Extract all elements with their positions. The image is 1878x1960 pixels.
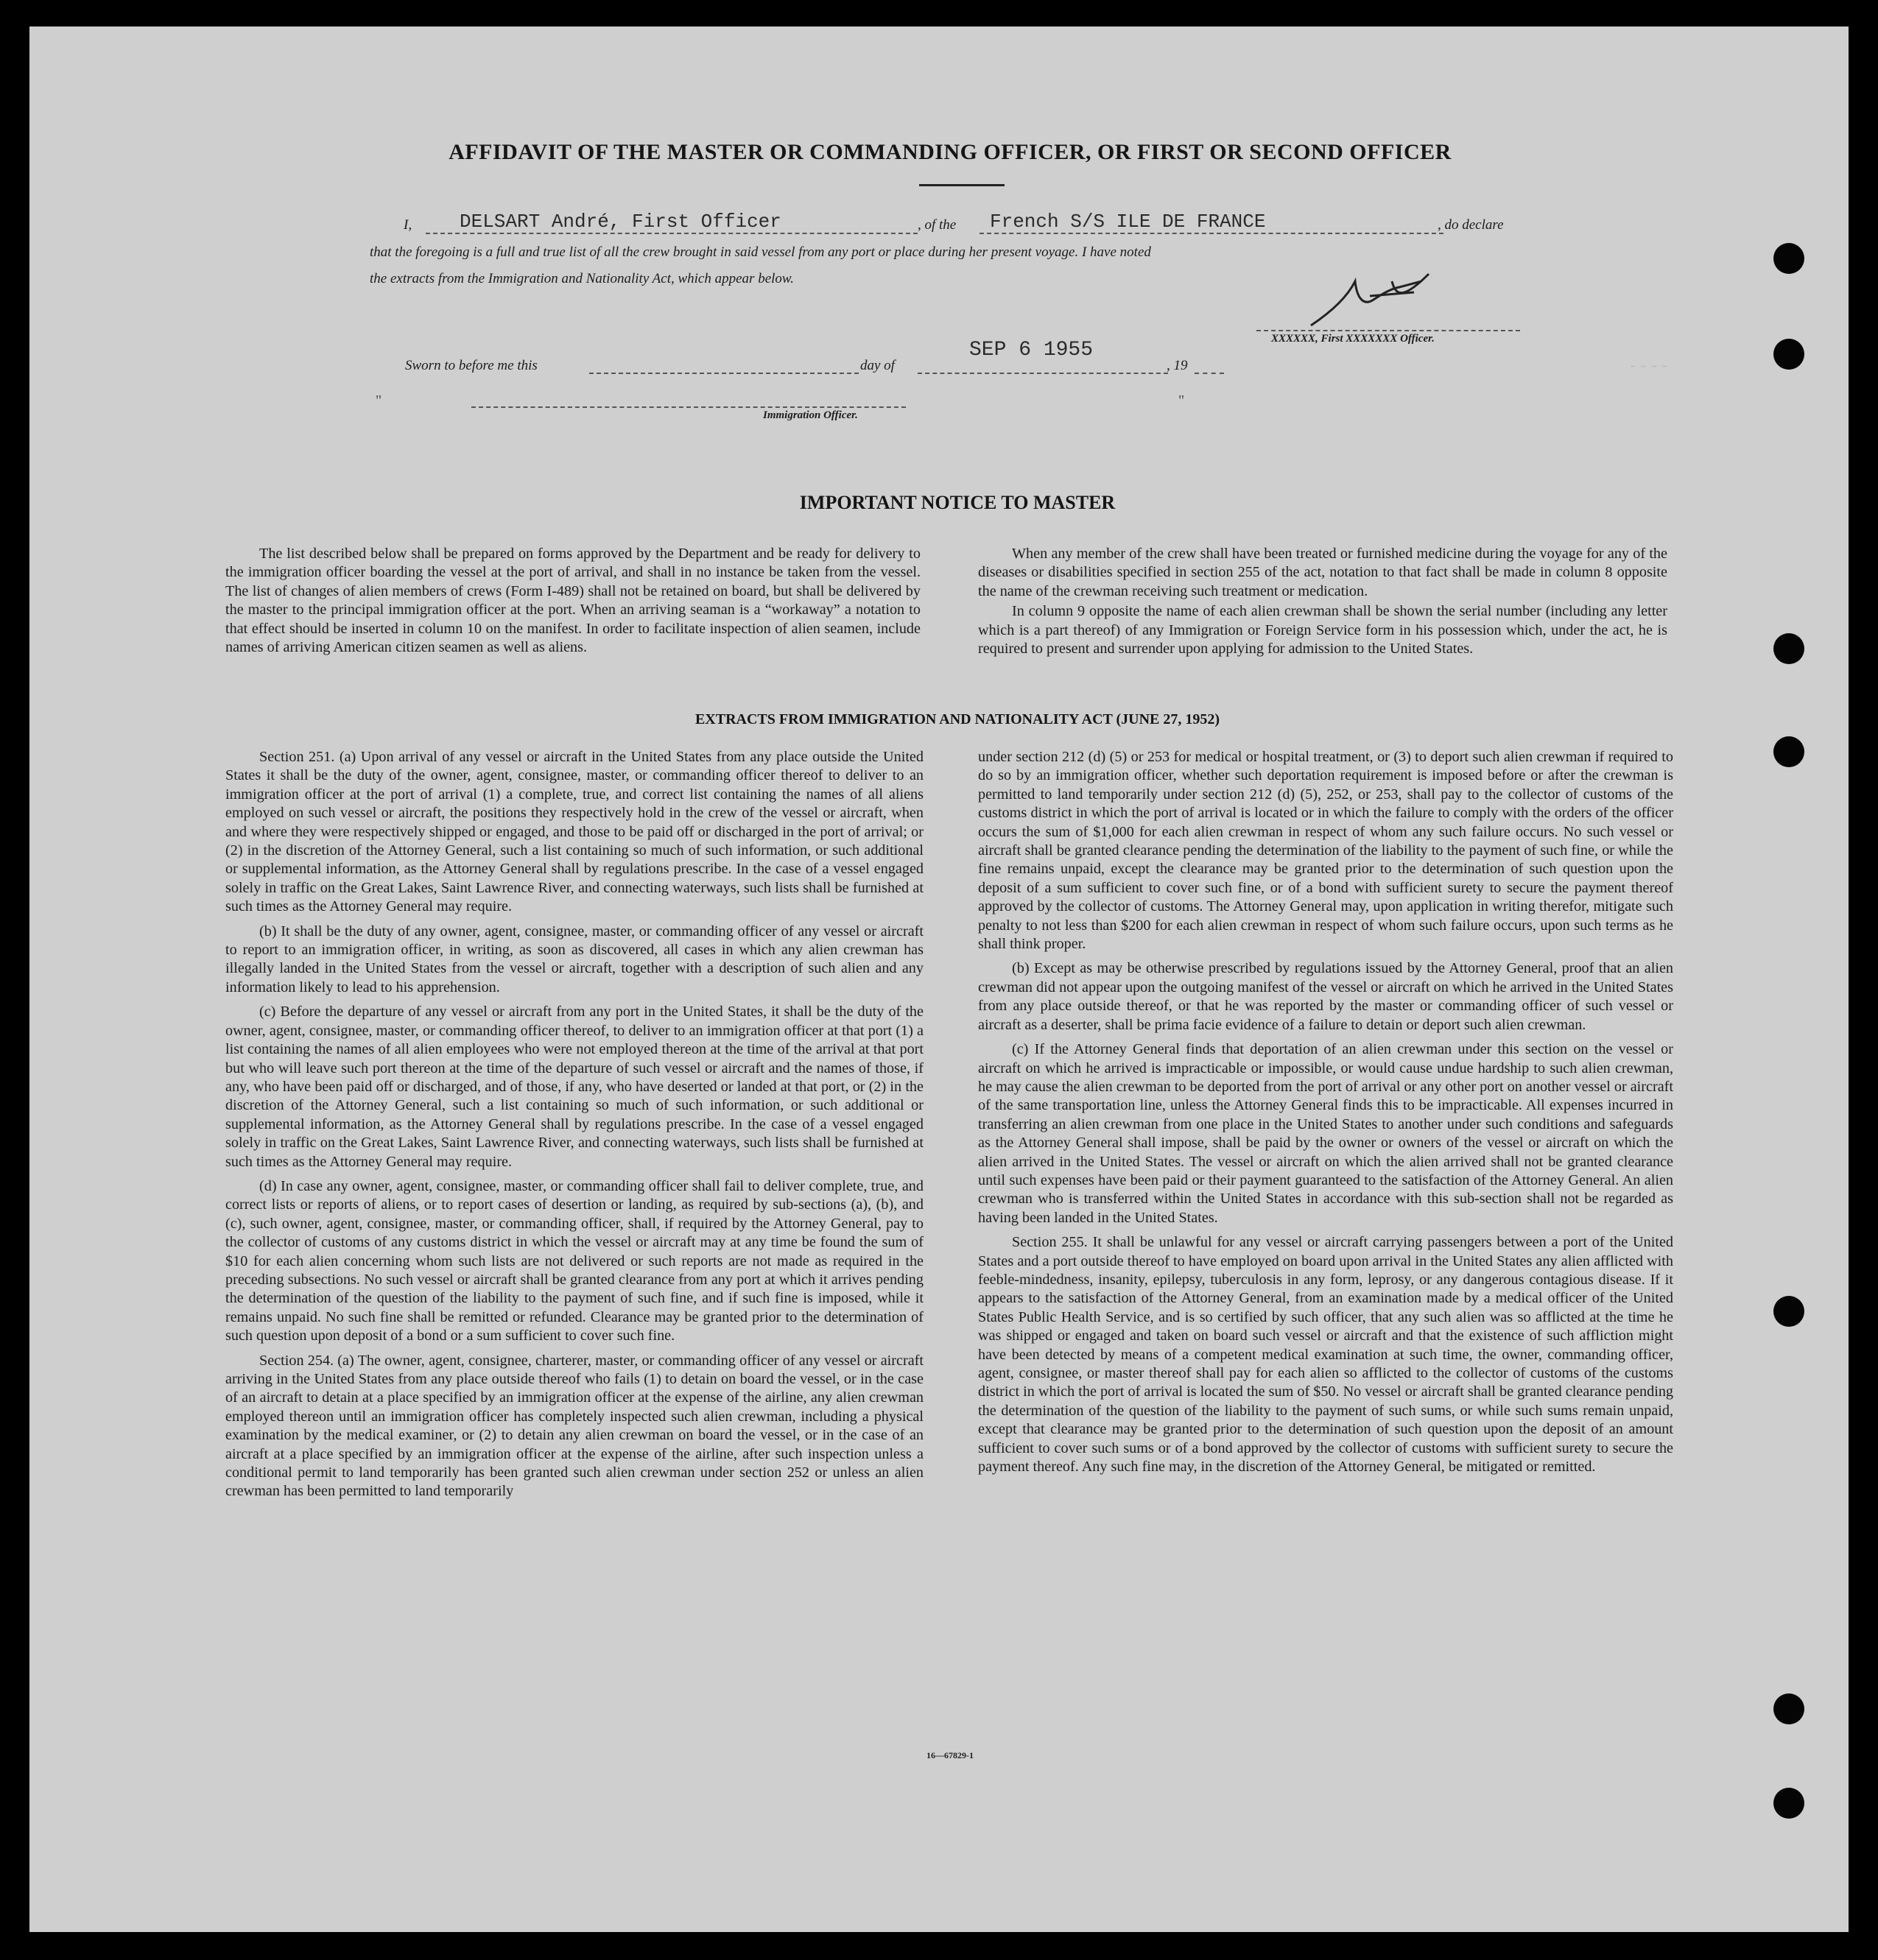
binder-hole <box>1773 1693 1804 1724</box>
binder-hole <box>1773 1788 1804 1819</box>
act-paragraph: (c) If the Attorney General finds that deportation of an alien crewman under this section on the vessel or aircraft on which he arrived is impracticable or impossible, or would cause undue hardship to such alien crewman, he may cause the alien crewman to be deported from the port of arrival or any other port on another vessel or aircraft of the same transportation line, unless the Attorney General finds this to be impracticable. All expenses incurred in transferring an alien crewman from one place in the United States to another under such conditions and safeguards as the Attorney General shall impose, shall be paid by the owner or owners of the vessel or aircraft on which the alien arrived in the United States. The vessel or aircraft on which the alien arrived shall not be granted clearance until such expenses have been paid or their payment guaranteed to the satisfaction of the Attorney General. An alien crewman who is transferred within the United States in accordance with this sub-section shall not be regarded as having been landed in the United States. <box>978 1041 1673 1226</box>
binder-hole <box>1773 339 1804 370</box>
sworn-month-line <box>918 373 1168 374</box>
binder-hole <box>1773 1296 1804 1327</box>
affidavit-title: AFFIDAVIT OF THE MASTER OR COMMANDING OFFICER, OR FIRST OR SECOND OFFICER <box>449 140 1452 164</box>
notice-left-paragraph: The list described below shall be prepared on forms approved by the Department and be ready for delivery to the immigration officer boarding the vessel at the port of arrival, and shall in no instance be taken from the vessel. The list of changes of alien members of crews (Form I-489) shall not be retained on board, but shall be delivered by the master to the principal immigration officer at the port. When an arriving seaman is a “workaway” a notation to that effect should be inserted in column 10 on the manifest. In order to facilitate inspection of alien seamen, include names of arriving American citizen seamen as well as aliens. <box>225 546 921 656</box>
binder-hole <box>1773 736 1804 767</box>
act-paragraph: Section 254. (a) The owner, agent, consignee, charterer, master, or commanding officer of any vessel or aircraft arriving in the United States from any place outside thereof who fails (1) to detain on board the vessel, or in the case of an aircraft to detain at a place specified by an immigration officer at the expense of the airline, any alien crewman employed thereon until an immigration officer has completely inspected such alien crewman, including a physical examination by the medical examiner, or (2) to detain any alien crewman on board the vessel, or in the case of an aircraft at a place specified by an immigration officer at the expense of the airline, after such inspection unless a conditional permit to land temporarily has been granted such alien crewman under section 252 or unless an alien crewman has been permitted to land temporarily <box>225 1352 924 1500</box>
sworn-date-stamp: SEP 6 1955 <box>969 339 1094 362</box>
act-paragraph: Section 251. (a) Upon arrival of any vessel or aircraft in the United States from any place outside the United States it shall be the duty of the owner, agent, consignee, master, or commanding officer thereof to deliver to an immigration officer at the port of arrival (1) a complete, true, and correct list containing the names of all aliens employed on such vessel or aircraft, the positions they respectively hold in the crew of the vessel or aircraft, when and where they were respectively shipped or engaged, and those to be paid off or discharged in the port of arrival; or (2) in the discretion of the Attorney General, such a list containing so much of such information, or such additional or supplemental information, as the Attorney General shall by regulations prescribe. In the case of a vessel engaged solely in traffic on the Great Lakes, Saint Lawrence River, and connecting waterways, such lists shall be furnished at such times as the Attorney General may require. <box>225 749 924 915</box>
immigration-officer-label: Immigration Officer. <box>763 409 858 421</box>
declaration-line-3: the extracts from the Immigration and Nationality Act, which appear below. <box>370 271 794 286</box>
notice-right-column <box>978 545 1667 664</box>
officer-title-label: XXXXXX, First XXXXXXX Officer. <box>1271 333 1435 345</box>
notice-left-column <box>225 545 921 663</box>
sworn-label: Sworn to before me this <box>405 358 538 373</box>
act-left-column <box>225 748 924 1507</box>
officer-signature <box>1304 267 1436 333</box>
immigration-officer-line <box>471 406 906 408</box>
day-of-label: day of <box>860 358 895 373</box>
act-paragraph: (b) Except as may be otherwise prescribed by regulations issued by the Attorney General, proof that an alien crewman did not appear upon the outgoing manifest of the vessel or aircraft on which he arrived in the United States from any place outside thereof, or that he was reported by the master or commanding officer of such vessel or aircraft as a deserter, shall be prima facie evidence of a failure to detain or deport such alien crewman. <box>978 960 1673 1033</box>
sworn-day-line <box>589 373 859 374</box>
binder-hole <box>1773 633 1804 664</box>
name-line <box>426 233 918 234</box>
form-number: 16—67829-1 <box>926 1750 974 1760</box>
ditto-mark: " <box>376 392 382 409</box>
sworn-year-line <box>1195 373 1224 374</box>
declarant-name: DELSART André, First Officer <box>460 211 781 233</box>
act-paragraph: (b) It shall be the duty of any owner, agent, consignee, master, or commanding officer of any vessel or aircraft to report to an immigration officer, in writing, as soon as discovered, all cases in which any alien crewman has illegally landed in the United States from the vessel or aircraft, together with a description of such alien and any information likely to lead to his apprehension. <box>225 923 924 995</box>
act-paragraph: (c) Before the departure of any vessel or aircraft from any port in the United States, it shall be the duty of the owner, agent, consignee, master, or commanding officer thereof, to deliver to an immigration officer at that port (1) a list containing the names of all alien employees who were not employed thereon at the time of the arrival at that port but who will leave such port thereon at the time of the departure of such vessel or aircraft and the names of those, if any, who have been paid off or discharged, and of those, if any, who have deserted or landed at that port, or (2) in the discretion of the Attorney General, such a list containing so much of such information, or such additional or supplemental information, as the Attorney General shall by regulations prescribe. In the case of a vessel engaged solely in traffic on the Great Lakes, Saint Lawrence River, and connecting waterways, such lists shall be furnished at such times as the Attorney General may require. <box>225 1004 924 1170</box>
act-paragraph: under section 212 (d) (5) or 253 for medical or hospital treatment, or (3) to deport such alien crewman if required to do so by an immigration officer, whether such deportation requirement is imposed before or after the crewman is permitted to land temporarily under section 212 (d) (5), 252, or 253, shall pay to the collector of customs of the customs district in which the port of arrival is located or in which the failure to comply with the orders of the officer occurs the sum of $1,000 for each alien crewman in respect of whom any such failure occurs. No such vessel or aircraft shall be granted clearance pending the determination of the liability to the payment of such fine, or while the fine remains unpaid, except the clearance may be granted prior to the determination of such question upon the deposit of a sum sufficient to cover such fine, or of a bond with sufficient surety to secure the payment thereof approved by the collector of customs. The Attorney General may, upon application in writing therefor, mitigate such penalty to not less than $200 for each alien crewman in respect of whom such failure occurs, upon such terms as he shall think proper. <box>978 749 1673 953</box>
year-label: , 19 <box>1167 358 1188 373</box>
ditto-mark: " <box>1178 392 1185 409</box>
title-divider <box>919 184 1005 186</box>
i-label: I, <box>404 217 412 233</box>
vessel-line <box>980 233 1443 234</box>
officer-signature-line <box>1256 330 1520 331</box>
of-the-label: , of the <box>918 217 957 233</box>
do-declare-label: , do declare <box>1438 217 1504 233</box>
notice-title: IMPORTANT NOTICE TO MASTER <box>799 492 1116 513</box>
vessel-name: French S/S ILE DE FRANCE <box>990 211 1266 233</box>
binder-hole <box>1773 243 1804 274</box>
notice-right-paragraph: In column 9 opposite the name of each alien crewman shall be shown the serial number (including any letter which is a part thereof) of any Immigration or Foreign Service form in his possession which, under the act, he is required to present and surrender upon applying for admission to the United States. <box>978 603 1667 658</box>
act-paragraph: (d) In case any owner, agent, consignee, master, or commanding officer shall fail to deliver complete, true, and correct lists or reports of aliens, or to report cases of desertion or landing, as required by sub-sections (a), (b), and (c), such owner, agent, consignee, master, or commanding officer, shall, if required by the Attorney General, pay to the collector of customs of any customs district in which the vessel or aircraft may at any time be found the sum of $10 for each alien concerning whom such lists are not delivered or such reports are not made as required in the preceding subsections. No such vessel or aircraft shall be granted clearance from any port at which it arrives pending the determination of the question of the liability to the payment of such fine, and if such fine is imposed, while it remains unpaid. No such fine shall be remitted or refunded. Clearance may be granted prior to the determination of such question upon deposit of a bond or a sum sufficient to cover such fine. <box>225 1177 924 1344</box>
declaration-line-2: that the foregoing is a full and true list of all the crew brought in said vessel from any port or place during her present voyage. I have noted <box>370 244 1151 260</box>
bleed-through-mark: ‑‑‑‑ <box>1628 357 1670 377</box>
extracts-title: EXTRACTS FROM IMMIGRATION AND NATIONALITY ACT (JUNE 27, 1952) <box>694 711 1220 727</box>
act-right-column <box>978 748 1673 1482</box>
notice-right-paragraph: When any member of the crew shall have been treated or furnished medicine during the voyage for any of the diseases or disabilities specified in section 255 of the act, notation to that fact shall be made in column 8 opposite the name of the crewman receiving such treatment or medication. <box>978 546 1667 599</box>
act-paragraph: Section 255. It shall be unlawful for any vessel or aircraft carrying passengers between a port of the United States and a port outside thereof to have employed on board upon arrival in the United States any alien afflicted with feeble-mindedness, insanity, epilepsy, tuberculosis in any form, leprosy, or any dangerous contagious disease. If it appears to the satisfaction of the Attorney General, from an examination made by a medical officer of the United States Public Health Service, and is so certified by such officer, that any such alien was so afflicted at the time he was shipped or engaged and taken on board such vessel or aircraft and that the existence of such affliction might have been detected by means of a competent medical examination at such time, the owner, commanding officer, agent, consignee, or master thereof shall pay for each alien so afflicted to the collector of customs of the customs district in which the port of arrival is located the sum of $50. No vessel or aircraft shall be granted clearance pending the determination of the question of the liability to the payment of such sums, or while such sums remain unpaid, except that clearance may be granted prior to the determination of such question upon the deposit of an amount sufficient to cover such sums or of a bond approved by the collector of customs with sufficient surety to secure the payment thereof. Any such fine may, in the discretion of the Attorney General, be mitigated or remitted. <box>978 1234 1674 1476</box>
